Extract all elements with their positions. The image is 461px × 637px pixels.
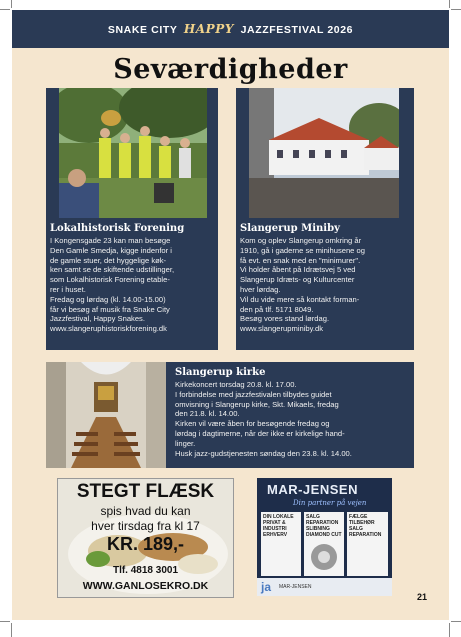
page-number: 21 (416, 592, 427, 602)
crop-mark (11, 0, 12, 8)
kirke-line: Kirkekoncert torsdag 20.8. kl. 17.00. (175, 380, 297, 389)
forening-line: I Kongensgade 23 kan man besøge (50, 236, 171, 245)
wheel-icon (304, 542, 344, 572)
church-interior-photo (46, 362, 166, 468)
ad-tagline: Din partner på vejen (293, 499, 367, 507)
ja-logo: ja (261, 580, 272, 594)
mar-jensen-ad[interactable] (257, 478, 392, 596)
ad-url[interactable]: WWW.GANLOSEKRO.DK (82, 580, 209, 592)
ad-column (261, 512, 301, 576)
kirke-heading: Slangerup kirke (175, 367, 266, 378)
miniby-heading: Slangerup Miniby (240, 223, 340, 234)
miniby-text (240, 236, 412, 334)
ad-phone: Tlf. 4818 3001 (112, 565, 179, 576)
ad-headline: STEGT FLÆSK (76, 481, 215, 502)
header-title (12, 22, 449, 36)
ad-brand: MAR-JENSEN (267, 482, 358, 497)
ad-footer-text: MAR-JENSEN (279, 584, 312, 590)
miniby-line: Vi holder åbent på Idrætsvej 5 ved (240, 265, 356, 275)
forening-heading: Lokalhistorisk Forening (50, 223, 185, 234)
crop-mark (0, 621, 10, 622)
miniby-line: Kom og oplev Slangerup omkring år (240, 236, 362, 245)
miniby-link[interactable]: www.slangerupminiby.dk (240, 324, 324, 334)
forening-line: rer i huset. (50, 284, 86, 294)
ad-line: spis hvad du kan (100, 504, 191, 518)
kirke-text (175, 380, 411, 458)
ad-column (347, 512, 388, 576)
ad-column-text: FÆLGE TILBEHØR SALG REPARATION (349, 514, 382, 538)
forening-line: får vi besøg af musik fra Snake City (50, 304, 170, 314)
page-title: Seværdigheder (113, 54, 348, 85)
forening-link[interactable]: www.slangeruphistoriskforening.dk (50, 324, 167, 334)
forening-line: ken samt se de skiftende udstillinger, (50, 265, 175, 275)
forening-line: som Lokalhistorisk Forening etable- (50, 275, 170, 285)
forening-line: Fredag og lørdag (kl. 14.00-15.00) (50, 294, 166, 304)
miniby-line: Besøg vores stand lørdag. (240, 314, 330, 324)
forening-line: Jazzfestival, Happy Snakes. (50, 314, 145, 324)
miniby-line: Slangerup Idræts- og Kulturcenter (240, 275, 355, 285)
miniby-photo (249, 88, 399, 218)
crop-mark (449, 623, 450, 637)
crop-mark (449, 0, 450, 8)
forening-text (50, 236, 216, 334)
miniby-line: Vil du vide mere så kontakt forman- (240, 294, 360, 304)
kirke-line: den 21.8. kl. 14.00. (175, 409, 240, 419)
miniby-line: få evt. en snak med en "minimurer". (240, 255, 361, 265)
kirke-line: lørdag i dagtimerne, når der ikke er kirkelige hand- (175, 428, 345, 438)
miniby-line: 1910, gå i gaderne se minihusene og (240, 245, 365, 255)
header-right-text: JAZZFESTIVAL 2026 (240, 24, 354, 36)
kirke-line: linger. (175, 438, 196, 448)
ad-line: hver tirsdag fra kl 17 (91, 519, 200, 533)
header-left-text: SNAKE CITY (107, 24, 178, 36)
crop-mark (0, 9, 10, 10)
header-bar (12, 10, 449, 48)
kirke-line: I forbindelse med jazzfestivalen tilbydes guidet (175, 389, 332, 399)
stegt-flaesk-ad[interactable] (57, 478, 234, 598)
miniby-line: den på tlf. 5171 8049. (240, 304, 314, 314)
forening-line: de gamle stuer, det hyggelige køk- (50, 255, 167, 265)
kirke-line: Kirken vil være åben for besøgende fredag og (175, 419, 330, 429)
magazine-page (12, 10, 449, 620)
ad-price: KR. 189,- (106, 534, 185, 554)
crop-mark (11, 623, 12, 637)
ad-column (304, 512, 344, 576)
crop-mark (451, 621, 461, 622)
miniby-line: hver lørdag. (240, 284, 281, 294)
kirke-line: omvisning i Slangerup kirke, Skt. Mikaels, fredag (175, 399, 339, 409)
header-happy-text: HAPPY (183, 22, 235, 36)
forening-line: Den Gamle Smedja, kigge indenfor i (50, 245, 172, 255)
ad-column-text: SALG REPARATION SLIBNING DIAMOND CUT (306, 514, 342, 538)
ad-footer (257, 578, 392, 596)
ad-column-text: DIN LOKALE PRIVAT & INDUSTRI ERHVERV (263, 514, 294, 538)
kirke-line: Husk jazz-gudstjenesten søndag den 23.8. kl. 14.00. (175, 448, 352, 458)
crop-mark (451, 9, 461, 10)
jazz-band-photo (59, 88, 207, 218)
